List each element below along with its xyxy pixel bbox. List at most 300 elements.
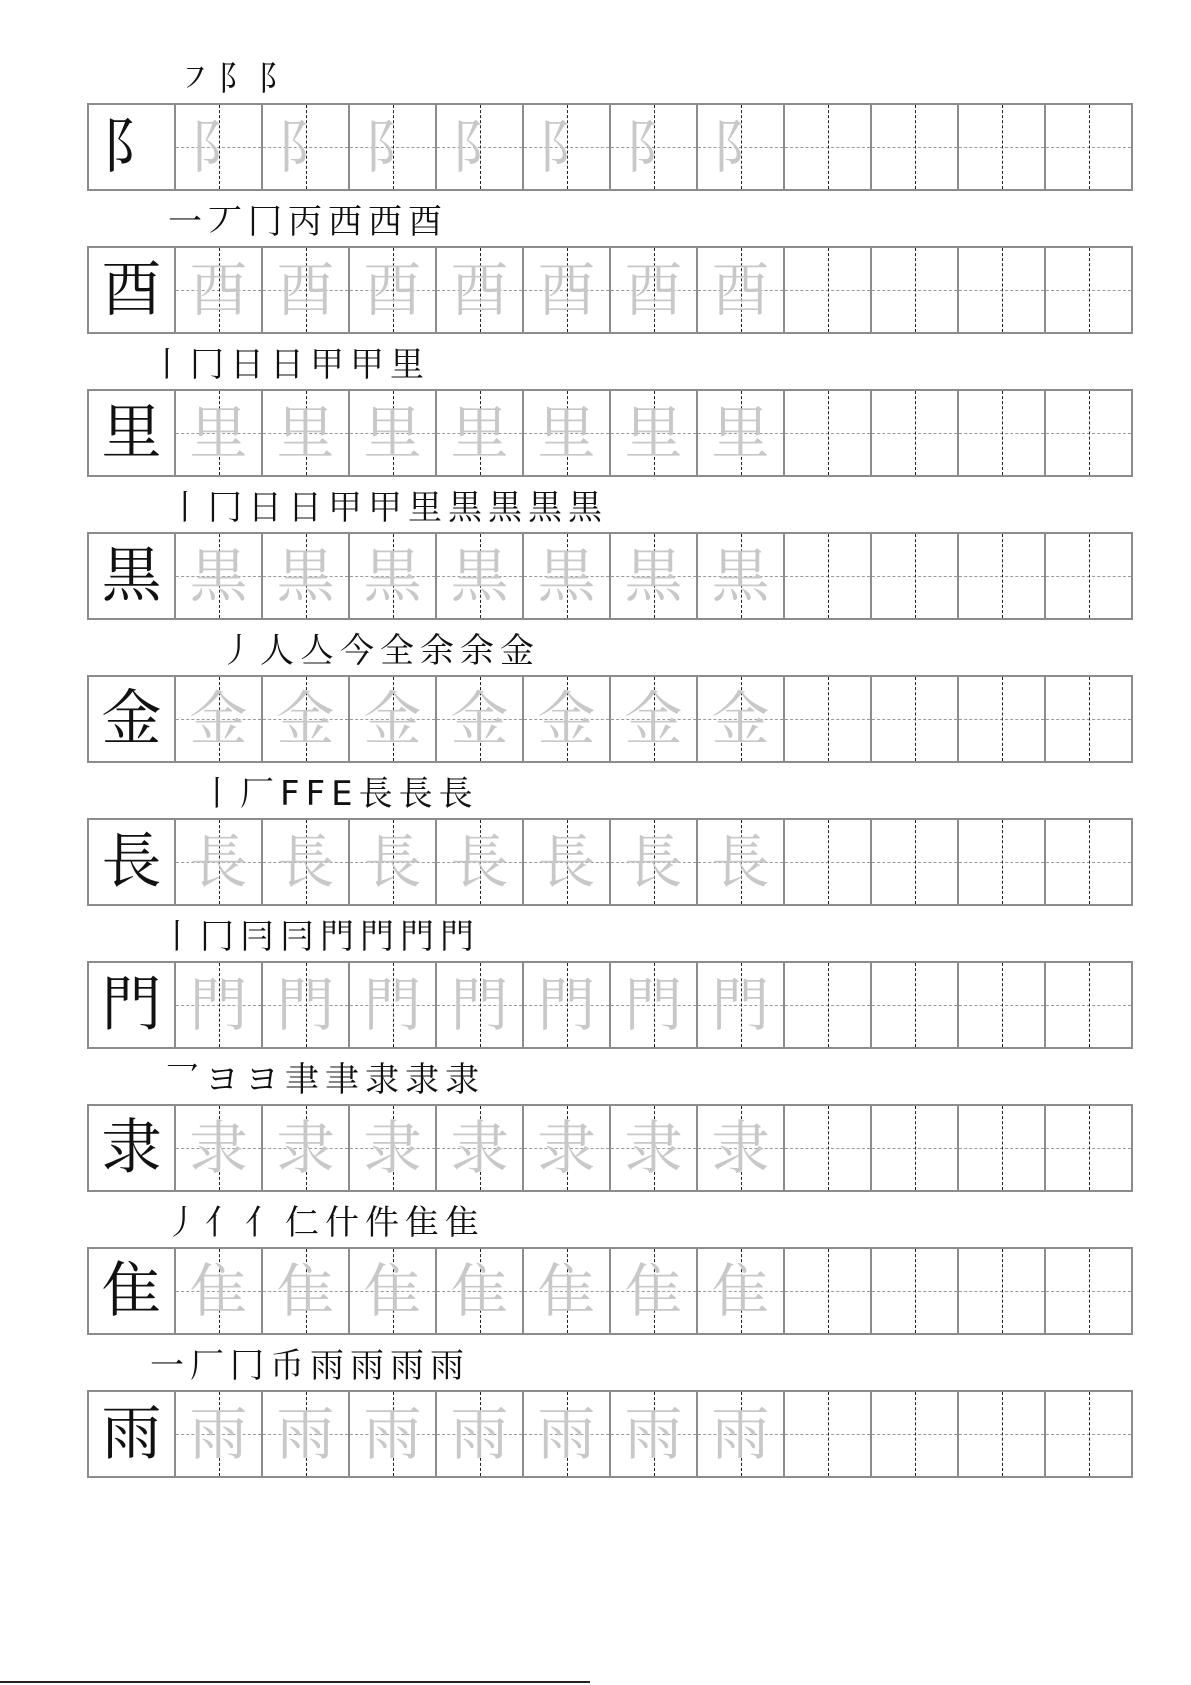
stroke-step: 冂 <box>208 488 242 528</box>
trace-cell[interactable] <box>524 534 611 618</box>
trace-cell[interactable] <box>698 1106 785 1190</box>
blank-practice-cell[interactable] <box>872 820 959 904</box>
trace-cell[interactable] <box>611 248 698 332</box>
trace-character: 黒 <box>189 542 248 610</box>
blank-practice-cell[interactable] <box>785 1106 872 1190</box>
stroke-step: 币 <box>270 1346 304 1386</box>
blank-practice-cell[interactable] <box>872 105 959 189</box>
trace-character: 隶 <box>450 1114 509 1182</box>
stroke-step: 乛 <box>165 1060 199 1100</box>
vertical-guide <box>828 105 829 189</box>
practice-row <box>87 246 1133 334</box>
trace-cell[interactable] <box>350 963 437 1047</box>
trace-character: 隹 <box>537 1257 596 1325</box>
stroke-step: 一 <box>150 1346 184 1386</box>
stroke-step: 門 <box>400 917 434 957</box>
model-character: 里 <box>101 398 162 468</box>
blank-practice-cell[interactable] <box>1046 1106 1131 1190</box>
trace-character: 門 <box>189 971 248 1039</box>
vertical-guide <box>915 677 916 761</box>
trace-cell[interactable] <box>176 248 263 332</box>
stroke-step: 雨 <box>430 1346 464 1386</box>
vertical-guide <box>1089 105 1090 189</box>
vertical-guide <box>1089 963 1090 1047</box>
trace-character: 隶 <box>624 1114 683 1182</box>
trace-cell[interactable] <box>524 1106 611 1190</box>
blank-practice-cell[interactable] <box>1046 1249 1131 1333</box>
blank-practice-cell[interactable] <box>872 391 959 475</box>
vertical-guide <box>1002 1106 1003 1190</box>
vertical-guide <box>1002 1392 1003 1476</box>
trace-cell[interactable] <box>698 677 785 761</box>
stroke-step: 日 <box>248 488 282 528</box>
stroke-step: 亼 <box>300 631 334 671</box>
vertical-guide <box>915 105 916 189</box>
stroke-step: 日 <box>270 345 304 385</box>
blank-practice-cell[interactable] <box>959 391 1046 475</box>
trace-character: 長 <box>624 828 683 896</box>
blank-practice-cell[interactable] <box>872 963 959 1047</box>
practice-row <box>87 961 1133 1049</box>
trace-cell[interactable] <box>611 105 698 189</box>
trace-cell[interactable] <box>698 534 785 618</box>
vertical-guide <box>828 677 829 761</box>
trace-cell[interactable] <box>176 1106 263 1190</box>
practice-row <box>87 675 1133 763</box>
trace-character: 黒 <box>450 542 509 610</box>
trace-cell[interactable] <box>350 1392 437 1476</box>
blank-practice-cell[interactable] <box>785 105 872 189</box>
trace-cell[interactable] <box>350 820 437 904</box>
trace-cell[interactable] <box>524 1392 611 1476</box>
stroke-step: 甲 <box>310 345 344 385</box>
practice-row <box>87 1104 1133 1192</box>
vertical-guide <box>1089 534 1090 618</box>
trace-character: 里 <box>624 399 683 467</box>
trace-character: 黒 <box>711 542 770 610</box>
practice-row <box>87 1247 1133 1335</box>
blank-practice-cell[interactable] <box>785 391 872 475</box>
blank-practice-cell[interactable] <box>959 248 1046 332</box>
vertical-guide <box>915 534 916 618</box>
trace-cell[interactable] <box>698 105 785 189</box>
model-character: 門 <box>101 970 162 1040</box>
blank-practice-cell[interactable] <box>1046 391 1131 475</box>
model-cell <box>89 677 176 761</box>
stroke-step: 門 <box>440 917 474 957</box>
trace-cell[interactable] <box>611 677 698 761</box>
stroke-step: 什 <box>325 1203 359 1243</box>
vertical-guide <box>1089 820 1090 904</box>
stroke-step: 雨 <box>350 1346 384 1386</box>
vertical-guide <box>1002 391 1003 475</box>
trace-cell[interactable] <box>524 963 611 1047</box>
trace-character: 門 <box>276 971 335 1039</box>
trace-cell[interactable] <box>698 1249 785 1333</box>
blank-practice-cell[interactable] <box>785 820 872 904</box>
trace-character: 隹 <box>624 1257 683 1325</box>
trace-cell[interactable] <box>350 1249 437 1333</box>
trace-character: 隹 <box>711 1257 770 1325</box>
trace-cell[interactable] <box>263 820 350 904</box>
trace-cell[interactable] <box>698 391 785 475</box>
blank-practice-cell[interactable] <box>959 963 1046 1047</box>
blank-practice-cell[interactable] <box>785 963 872 1047</box>
trace-character: 隹 <box>363 1257 422 1325</box>
stroke-order-row <box>168 484 608 528</box>
blank-practice-cell[interactable] <box>959 1249 1046 1333</box>
trace-cell[interactable] <box>437 534 524 618</box>
trace-character: 長 <box>450 828 509 896</box>
trace-cell[interactable] <box>263 1106 350 1190</box>
stroke-step: 黒 <box>448 488 482 528</box>
trace-character: 隹 <box>189 1257 248 1325</box>
trace-character: 黒 <box>276 542 335 610</box>
trace-character: 長 <box>711 828 770 896</box>
stroke-step: 丨 <box>168 488 202 528</box>
trace-cell[interactable] <box>524 391 611 475</box>
vertical-guide <box>828 1249 829 1333</box>
trace-cell[interactable] <box>263 1249 350 1333</box>
trace-character: 金 <box>711 685 770 753</box>
trace-character: 酉 <box>711 256 770 324</box>
trace-cell[interactable] <box>611 1106 698 1190</box>
model-cell <box>89 534 176 618</box>
stroke-step: 全 <box>380 631 414 671</box>
blank-practice-cell[interactable] <box>1046 105 1131 189</box>
stroke-order-row <box>168 198 448 242</box>
trace-cell[interactable] <box>263 677 350 761</box>
trace-cell[interactable] <box>611 391 698 475</box>
stroke-step: 阝 <box>258 59 292 99</box>
trace-character: 雨 <box>537 1400 596 1468</box>
trace-cell[interactable] <box>176 1392 263 1476</box>
trace-character: 隶 <box>537 1114 596 1182</box>
stroke-step: 一 <box>168 202 202 242</box>
vertical-guide <box>1002 963 1003 1047</box>
trace-character: 長 <box>363 828 422 896</box>
trace-cell[interactable] <box>263 248 350 332</box>
trace-cell[interactable] <box>263 391 350 475</box>
model-cell <box>89 391 176 475</box>
stroke-step: 厂 <box>240 774 274 814</box>
trace-cell[interactable] <box>350 391 437 475</box>
trace-cell[interactable] <box>350 677 437 761</box>
trace-character: 酉 <box>363 256 422 324</box>
stroke-order-row <box>160 913 480 957</box>
model-cell <box>89 963 176 1047</box>
stroke-step: 長 <box>398 774 433 814</box>
stroke-step: 隶 <box>405 1060 439 1100</box>
stroke-order-row <box>165 1199 485 1243</box>
trace-character: 阝 <box>276 113 335 181</box>
trace-cell[interactable] <box>437 105 524 189</box>
vertical-guide <box>1002 677 1003 761</box>
stroke-step: F <box>305 774 326 814</box>
blank-practice-cell[interactable] <box>1046 534 1131 618</box>
practice-row <box>87 532 1133 620</box>
stroke-step: 阝 <box>218 59 252 99</box>
trace-cell[interactable] <box>176 677 263 761</box>
stroke-step: 金 <box>500 631 534 671</box>
trace-cell[interactable] <box>176 963 263 1047</box>
blank-practice-cell[interactable] <box>959 1392 1046 1476</box>
blank-practice-cell[interactable] <box>785 677 872 761</box>
trace-character: 隶 <box>189 1114 248 1182</box>
trace-cell[interactable] <box>524 105 611 189</box>
trace-character: 長 <box>276 828 335 896</box>
blank-practice-cell[interactable] <box>872 534 959 618</box>
trace-character: 門 <box>363 971 422 1039</box>
stroke-order-row <box>150 341 430 385</box>
trace-character: 長 <box>189 828 248 896</box>
vertical-guide <box>1089 1106 1090 1190</box>
vertical-guide <box>1002 534 1003 618</box>
trace-cell[interactable] <box>263 963 350 1047</box>
trace-cell[interactable] <box>611 820 698 904</box>
trace-character: 隶 <box>363 1114 422 1182</box>
vertical-guide <box>1089 248 1090 332</box>
vertical-guide <box>915 1392 916 1476</box>
trace-character: 里 <box>276 399 335 467</box>
trace-cell[interactable] <box>524 248 611 332</box>
model-character: 酉 <box>101 255 162 325</box>
stroke-step: 甲 <box>368 488 402 528</box>
vertical-guide <box>828 1392 829 1476</box>
trace-character: 里 <box>537 399 596 467</box>
stroke-step: 亻 <box>245 1203 279 1243</box>
vertical-guide <box>915 391 916 475</box>
blank-practice-cell[interactable] <box>959 820 1046 904</box>
trace-character: 黒 <box>624 542 683 610</box>
stroke-step: 冂 <box>200 917 234 957</box>
vertical-guide <box>1002 248 1003 332</box>
stroke-step: 長 <box>358 774 393 814</box>
stroke-step: 冂 <box>230 1346 264 1386</box>
stroke-order-row <box>200 770 479 814</box>
trace-cell[interactable] <box>437 1106 524 1190</box>
stroke-order-row <box>165 1056 485 1100</box>
trace-cell[interactable] <box>176 391 263 475</box>
stroke-step: 西 <box>368 202 402 242</box>
trace-cell[interactable] <box>524 1249 611 1333</box>
blank-practice-cell[interactable] <box>785 534 872 618</box>
trace-character: 雨 <box>363 1400 422 1468</box>
model-cell <box>89 105 176 189</box>
stroke-step: 丿 <box>220 631 254 671</box>
blank-practice-cell[interactable] <box>785 248 872 332</box>
blank-practice-cell[interactable] <box>785 1249 872 1333</box>
stroke-step: 亻 <box>205 1203 239 1243</box>
stroke-step: 隶 <box>365 1060 399 1100</box>
vertical-guide <box>915 1249 916 1333</box>
blank-practice-cell[interactable] <box>1046 963 1131 1047</box>
vertical-guide <box>1002 105 1003 189</box>
model-cell <box>89 820 176 904</box>
stroke-step: 甲 <box>328 488 362 528</box>
trace-character: 里 <box>189 399 248 467</box>
stroke-step: ヨ <box>205 1060 239 1100</box>
model-character: 阝 <box>101 112 162 182</box>
stroke-step: 黒 <box>568 488 602 528</box>
vertical-guide <box>1089 1392 1090 1476</box>
vertical-guide <box>915 820 916 904</box>
stroke-step: 丨 <box>160 917 194 957</box>
model-character: 長 <box>101 827 162 897</box>
trace-cell[interactable] <box>611 1392 698 1476</box>
stroke-step: 雨 <box>310 1346 344 1386</box>
trace-cell[interactable] <box>176 534 263 618</box>
stroke-step: 門 <box>360 917 394 957</box>
stroke-step: 黒 <box>488 488 522 528</box>
model-cell <box>89 1392 176 1476</box>
vertical-guide <box>1089 677 1090 761</box>
trace-character: 金 <box>624 685 683 753</box>
blank-practice-cell[interactable] <box>1046 677 1131 761</box>
practice-row <box>87 103 1133 191</box>
stroke-step: 酉 <box>408 202 442 242</box>
trace-cell[interactable] <box>698 963 785 1047</box>
vertical-guide <box>828 534 829 618</box>
trace-character: 門 <box>537 971 596 1039</box>
trace-character: 雨 <box>711 1400 770 1468</box>
stroke-step: F <box>280 774 300 814</box>
stroke-order-row <box>220 627 540 671</box>
trace-cell[interactable] <box>176 1249 263 1333</box>
stroke-step: 里 <box>408 488 442 528</box>
stroke-step: 長 <box>438 774 473 814</box>
practice-row <box>87 818 1133 906</box>
trace-cell[interactable] <box>437 391 524 475</box>
trace-cell[interactable] <box>176 105 263 189</box>
blank-practice-cell[interactable] <box>959 1106 1046 1190</box>
blank-practice-cell[interactable] <box>1046 1392 1131 1476</box>
blank-practice-cell[interactable] <box>872 248 959 332</box>
model-character: 隹 <box>101 1256 162 1326</box>
trace-cell[interactable] <box>698 820 785 904</box>
blank-practice-cell[interactable] <box>872 1392 959 1476</box>
trace-character: 黒 <box>537 542 596 610</box>
footer-rule <box>0 1681 590 1683</box>
vertical-guide <box>828 391 829 475</box>
trace-character: 阝 <box>450 113 509 181</box>
trace-cell[interactable] <box>437 1249 524 1333</box>
trace-cell[interactable] <box>437 677 524 761</box>
model-character: 雨 <box>101 1399 162 1469</box>
trace-cell[interactable] <box>176 820 263 904</box>
stroke-step: 隹 <box>445 1203 479 1243</box>
trace-cell[interactable] <box>524 820 611 904</box>
blank-practice-cell[interactable] <box>872 1106 959 1190</box>
blank-practice-cell[interactable] <box>872 1249 959 1333</box>
trace-cell[interactable] <box>350 534 437 618</box>
stroke-step: 人 <box>260 631 294 671</box>
vertical-guide <box>828 1106 829 1190</box>
trace-cell[interactable] <box>263 1392 350 1476</box>
trace-cell[interactable] <box>437 1392 524 1476</box>
practice-row <box>87 389 1133 477</box>
trace-cell[interactable] <box>611 1249 698 1333</box>
stroke-step: 丿 <box>165 1203 199 1243</box>
trace-character: 酉 <box>624 256 683 324</box>
trace-cell[interactable] <box>350 248 437 332</box>
stroke-step: 雨 <box>390 1346 424 1386</box>
model-character: 黒 <box>101 541 162 611</box>
trace-cell[interactable] <box>350 105 437 189</box>
model-character: 隶 <box>101 1113 162 1183</box>
model-cell <box>89 1106 176 1190</box>
stroke-step: 冃 <box>280 917 314 957</box>
model-cell <box>89 248 176 332</box>
trace-cell[interactable] <box>611 534 698 618</box>
trace-character: 隶 <box>711 1114 770 1182</box>
trace-cell[interactable] <box>263 105 350 189</box>
vertical-guide <box>915 1106 916 1190</box>
trace-character: 隶 <box>276 1114 335 1182</box>
blank-practice-cell[interactable] <box>959 677 1046 761</box>
stroke-step: E <box>331 774 353 814</box>
stroke-step: 聿 <box>285 1060 319 1100</box>
trace-character: 隹 <box>276 1257 335 1325</box>
stroke-step: 冃 <box>240 917 274 957</box>
vertical-guide <box>828 963 829 1047</box>
trace-character: 門 <box>624 971 683 1039</box>
blank-practice-cell[interactable] <box>1046 248 1131 332</box>
vertical-guide <box>1002 1249 1003 1333</box>
trace-cell[interactable] <box>524 677 611 761</box>
blank-practice-cell[interactable] <box>872 677 959 761</box>
trace-cell[interactable] <box>611 963 698 1047</box>
stroke-step: 余 <box>460 631 494 671</box>
trace-character: 金 <box>537 685 596 753</box>
trace-cell[interactable] <box>437 248 524 332</box>
vertical-guide <box>1089 1249 1090 1333</box>
blank-practice-cell[interactable] <box>785 1392 872 1476</box>
stroke-step: 余 <box>420 631 454 671</box>
trace-character: 雨 <box>624 1400 683 1468</box>
trace-cell[interactable] <box>698 248 785 332</box>
stroke-step: 件 <box>365 1203 399 1243</box>
trace-character: 隹 <box>450 1257 509 1325</box>
trace-cell[interactable] <box>437 963 524 1047</box>
trace-character: 阝 <box>363 113 422 181</box>
trace-cell[interactable] <box>437 820 524 904</box>
trace-character: 金 <box>189 685 248 753</box>
blank-practice-cell[interactable] <box>959 105 1046 189</box>
model-character: 金 <box>101 684 162 754</box>
trace-character: 酉 <box>450 256 509 324</box>
trace-cell[interactable] <box>350 1106 437 1190</box>
vertical-guide <box>828 248 829 332</box>
trace-cell[interactable] <box>263 534 350 618</box>
stroke-step: 丙 <box>288 202 322 242</box>
stroke-step: 冂 <box>248 202 282 242</box>
vertical-guide <box>915 248 916 332</box>
vertical-guide <box>915 963 916 1047</box>
trace-character: 酉 <box>189 256 248 324</box>
trace-character: 金 <box>276 685 335 753</box>
stroke-step: 丆 <box>208 202 242 242</box>
stroke-step: 里 <box>390 345 424 385</box>
trace-cell[interactable] <box>698 1392 785 1476</box>
blank-practice-cell[interactable] <box>1046 820 1131 904</box>
trace-character: 雨 <box>189 1400 248 1468</box>
trace-character: 雨 <box>276 1400 335 1468</box>
stroke-step: ㇇ <box>178 59 212 99</box>
stroke-step: 聿 <box>325 1060 359 1100</box>
trace-character: 雨 <box>450 1400 509 1468</box>
blank-practice-cell[interactable] <box>959 534 1046 618</box>
